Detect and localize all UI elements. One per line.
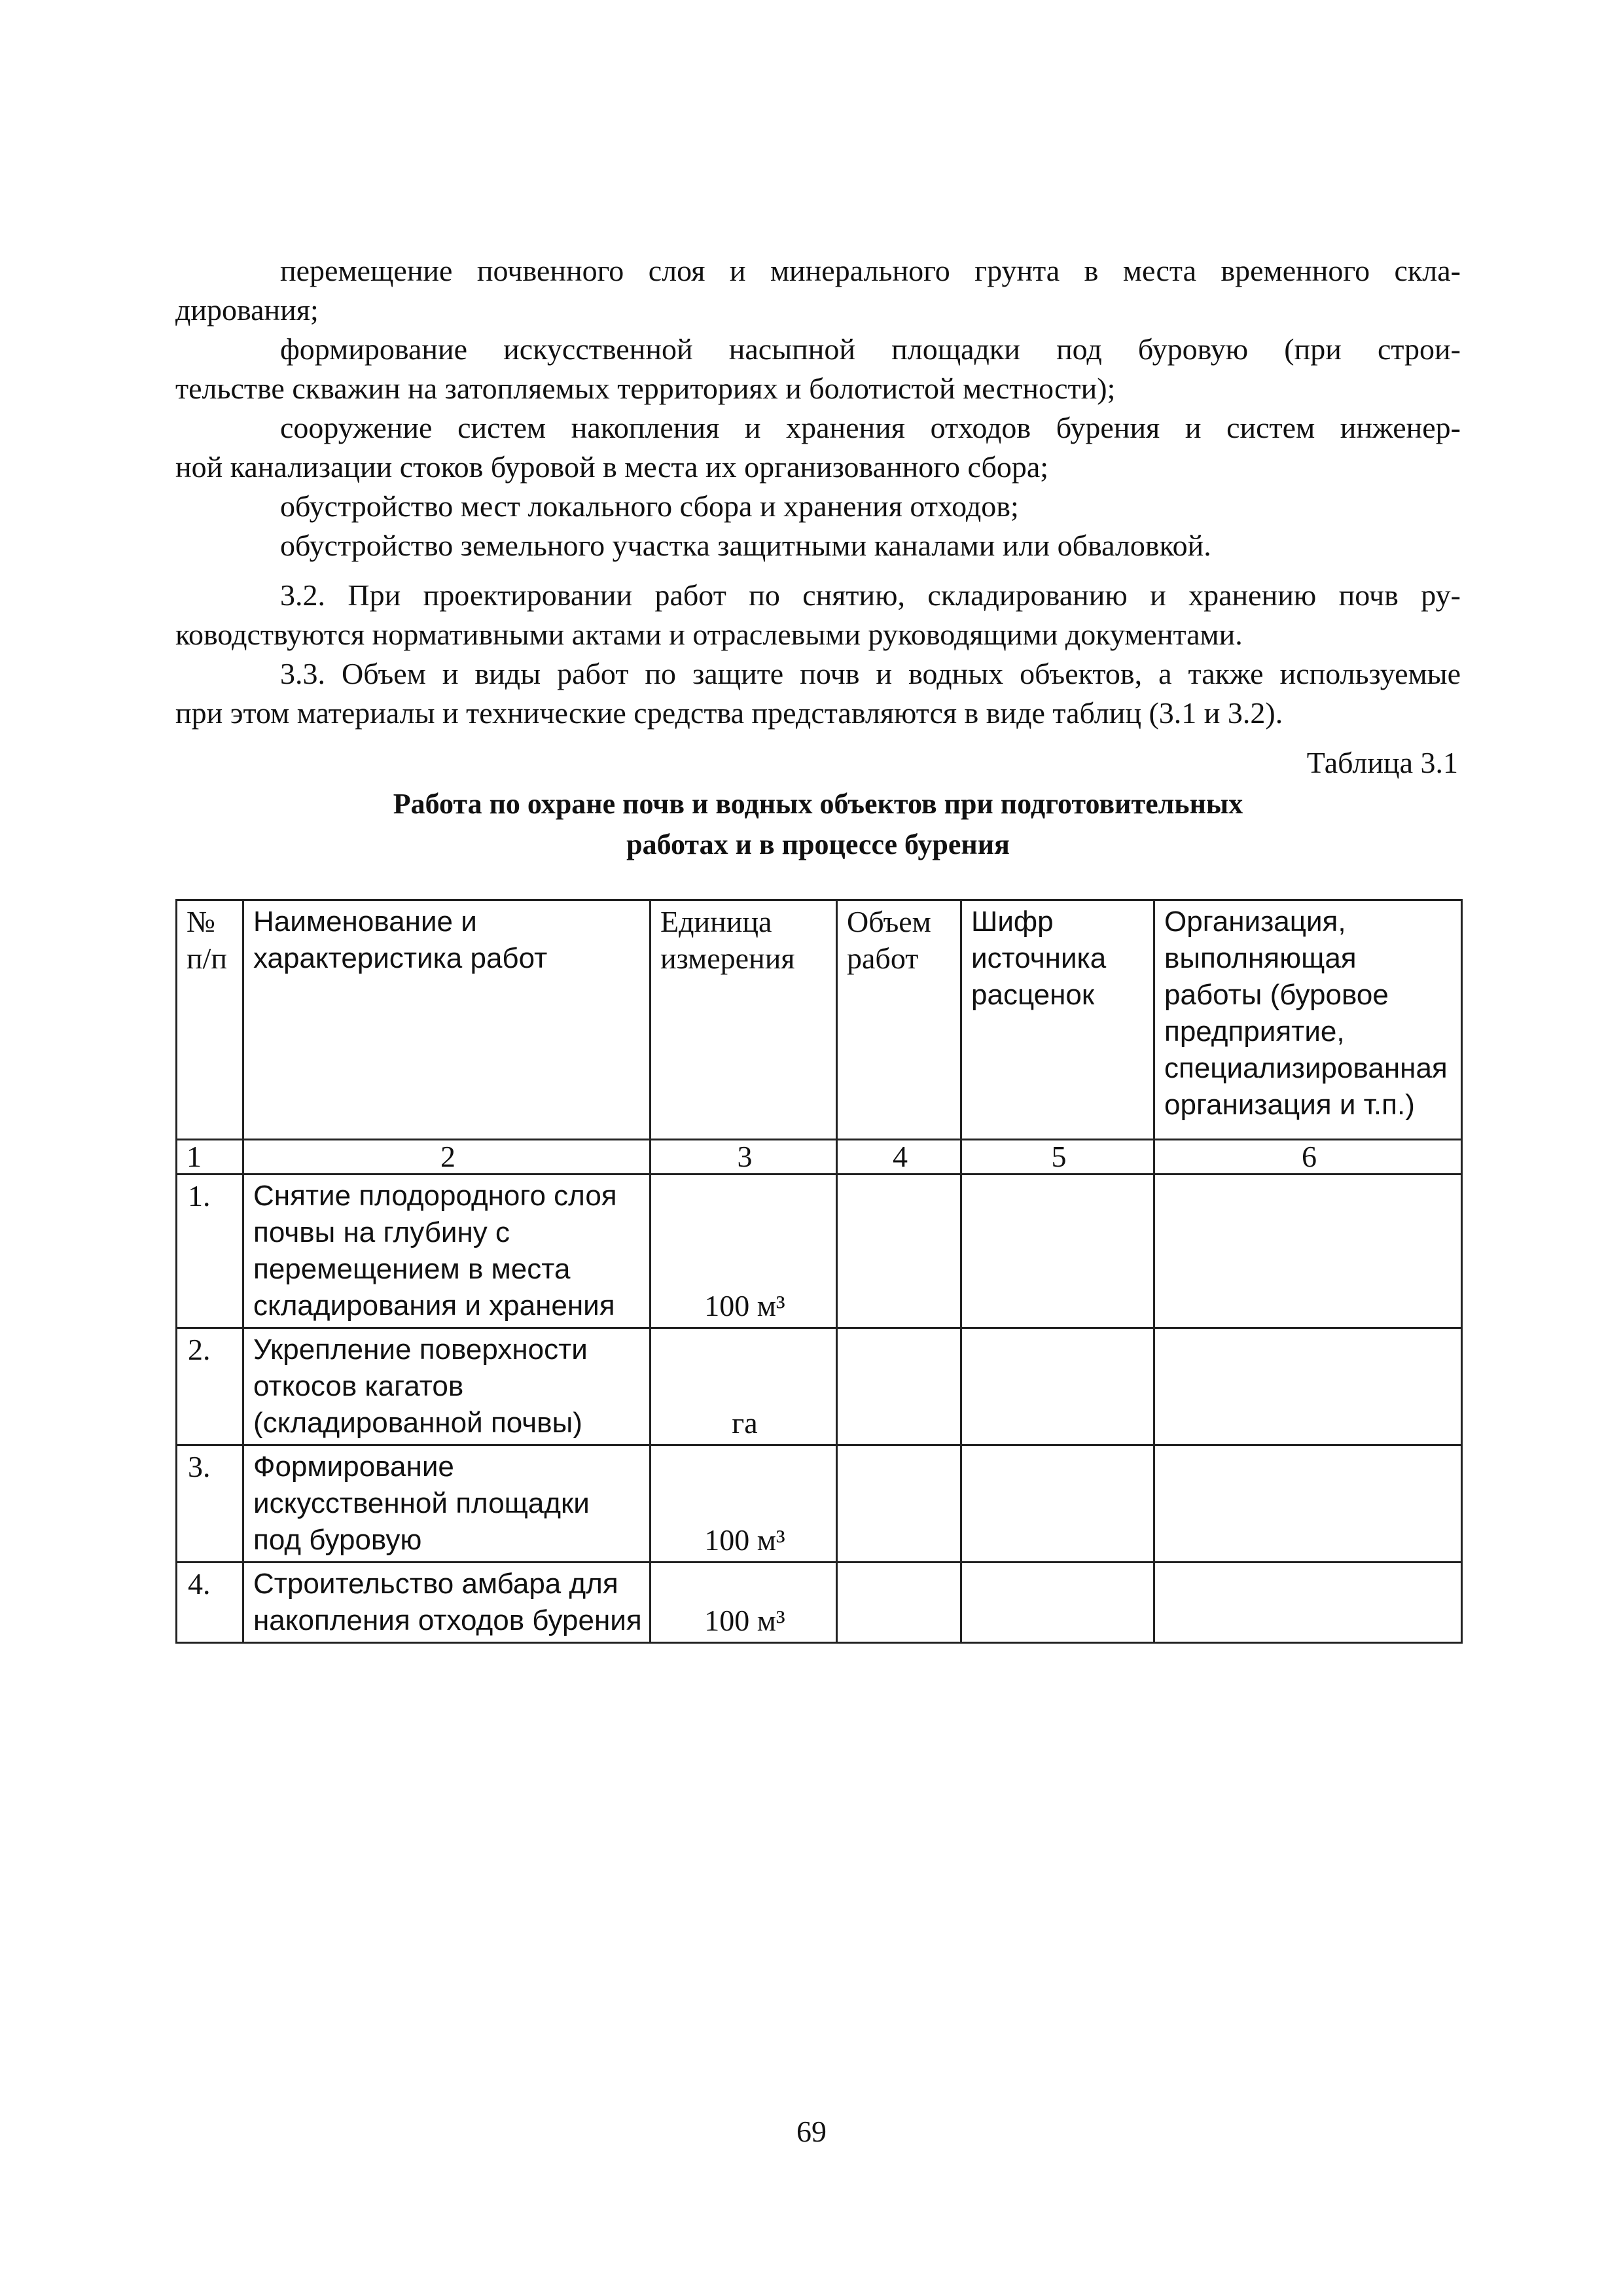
column-number: 4 [837, 1140, 961, 1174]
row-work-name: Укрепление поверхности откосов кагатов (складированной почвы) [243, 1328, 651, 1445]
table-title-line: работах и в процессе бурения [626, 828, 1010, 860]
row-unit: га [651, 1328, 837, 1445]
row-volume [837, 1174, 961, 1328]
row-work-name: Строительство амбара для накопления отходов бурения [243, 1563, 651, 1643]
paragraph-line: 3.2. При проектировании работ по снятию, складированию и хранению почв ру- [280, 578, 1461, 612]
row-organization [1154, 1174, 1462, 1328]
table-row [177, 1563, 1462, 1643]
column-number: 1 [177, 1140, 243, 1174]
row-code [961, 1445, 1154, 1563]
paragraph-line: ной канализации стоков буровой в места их организованного сбора; [175, 450, 1049, 484]
paragraph-line: сооружение систем накопления и хранения отходов бурения и систем инженер- [280, 411, 1461, 444]
table-caption: Таблица 3.1 [1306, 746, 1458, 779]
column-number: 3 [651, 1140, 837, 1174]
row-work-name: Формирование искусственной площадки под буровую [243, 1445, 651, 1563]
header-cell-volume: Объем работ [837, 900, 961, 1140]
page-number: 69 [796, 2115, 827, 2148]
header-cell-code: Шифр источника расценок [961, 900, 1154, 1140]
paragraph-line: дирования; [175, 293, 319, 327]
column-number: 2 [243, 1140, 651, 1174]
row-organization [1154, 1563, 1462, 1643]
header-cell-name: Наименование и характеристика работ [243, 900, 651, 1140]
paragraph-line: тельстве скважин на затопляемых территориях и болотистой местности); [175, 372, 1116, 405]
row-work-name: Снятие плодородного слоя почвы на глубину с перемещением в места складирования и хранения [243, 1174, 651, 1328]
row-code [961, 1563, 1154, 1643]
table-title [175, 784, 1461, 865]
row-code [961, 1328, 1154, 1445]
row-unit: 100 м³ [651, 1445, 837, 1563]
row-unit: 100 м³ [651, 1563, 837, 1643]
table-row [177, 1174, 1462, 1328]
header-cell-number: № п/п [177, 900, 243, 1140]
paragraph-line: при этом материалы и технические средства представляются в виде таблиц (3.1 и 3.2). [175, 696, 1283, 730]
column-number: 6 [1154, 1140, 1462, 1174]
row-organization [1154, 1445, 1462, 1563]
row-volume [837, 1328, 961, 1445]
header-cell-unit: Единица измерения [651, 900, 837, 1140]
table-row [177, 1445, 1462, 1563]
row-unit: 100 м³ [651, 1174, 837, 1328]
row-index: 3. [177, 1445, 243, 1563]
paragraph-line: 3.3. Объем и виды работ по защите почв и водных объектов, а также используемые [280, 657, 1461, 690]
table-row [177, 1328, 1462, 1445]
row-volume [837, 1563, 961, 1643]
paragraph-line: формирование искусственной насыпной площадки под буровую (при строи- [280, 332, 1461, 366]
row-index: 4. [177, 1563, 243, 1643]
paragraph-line: обустройство земельного участка защитными каналами или обваловкой. [280, 529, 1211, 562]
row-organization [1154, 1328, 1462, 1445]
paragraph-line: перемещение почвенного слоя и минерального грунта в места временного скла- [280, 254, 1461, 287]
table-title-line: Работа по охране почв и водных объектов при подготовительных [393, 788, 1243, 820]
row-index: 1. [177, 1174, 243, 1328]
row-code [961, 1174, 1154, 1328]
column-number-row [177, 1140, 1462, 1174]
table-header-row [177, 900, 1462, 1140]
column-number: 5 [961, 1140, 1154, 1174]
works-table [175, 899, 1463, 1644]
paragraph-line: ководствуются нормативными актами и отраслевыми руководящими документами. [175, 618, 1243, 651]
header-cell-organization: Организация, выполняющая работы (буровое предприятие, специализированная организация и т.п.) [1154, 900, 1462, 1140]
row-index: 2. [177, 1328, 243, 1445]
row-volume [837, 1445, 961, 1563]
paragraph-line: обустройство мест локального сбора и хранения отходов; [280, 489, 1019, 523]
